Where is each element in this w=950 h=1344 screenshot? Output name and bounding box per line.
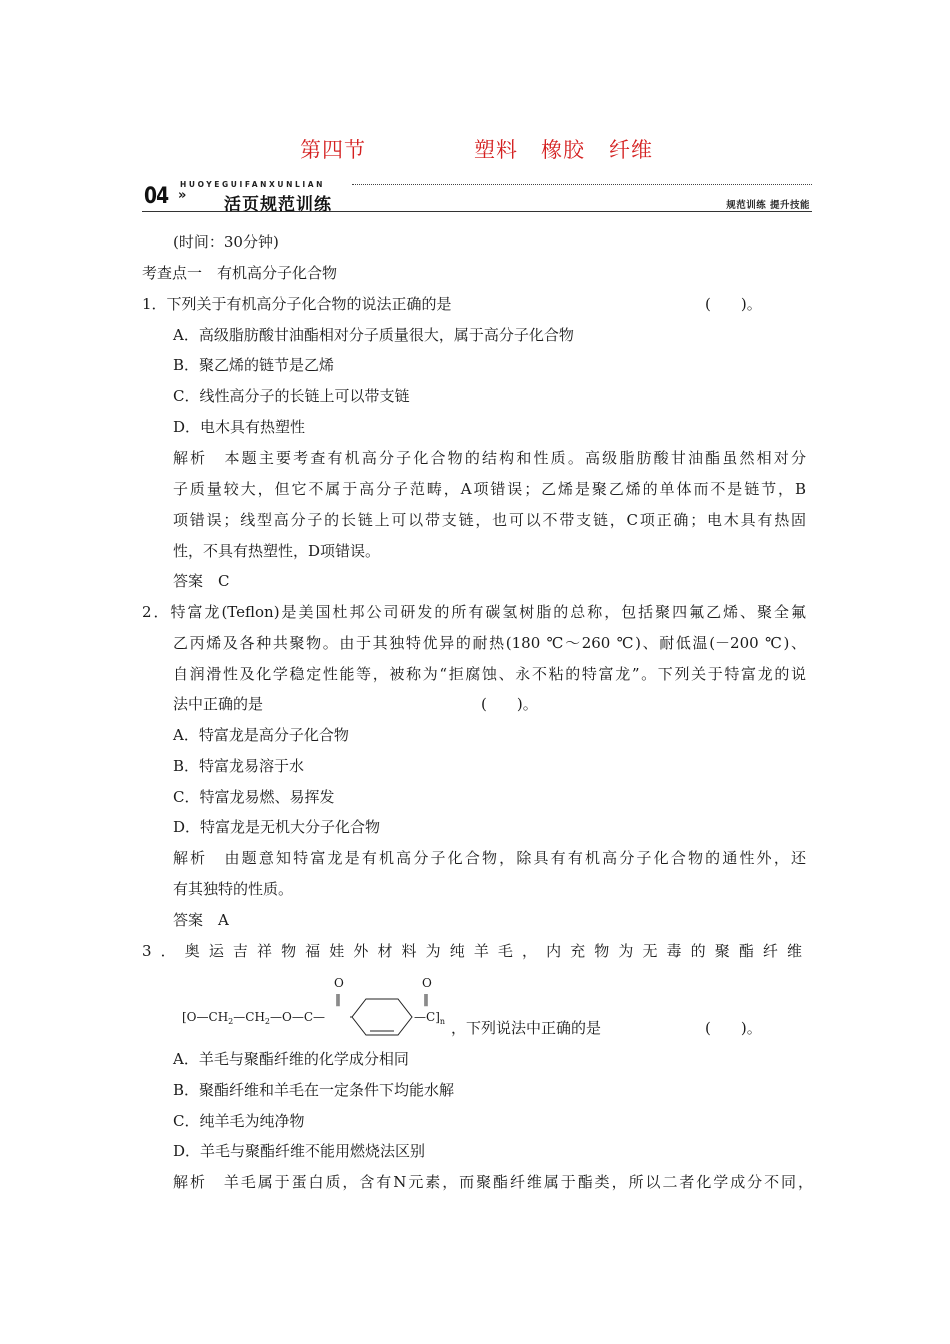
header-rule <box>142 211 812 212</box>
formula-double-bond-1: ‖ <box>335 992 341 1006</box>
section-number: 04 <box>144 184 169 209</box>
q2-stem-line-3: 自润滑性及化学稳定性能等，被称为“拒腐蚀、永不粘的特富龙”。下列关于特富龙的说 <box>173 665 806 683</box>
time-note: (时间：30分钟) <box>173 233 279 251</box>
header-dotted-rule <box>352 184 812 185</box>
q1-option-d: D．电木具有热塑性 <box>173 418 306 436</box>
chevron-icon: » <box>178 188 187 203</box>
formula-double-bond-2: ‖ <box>423 992 429 1006</box>
formula-carbonyl-o-2: O <box>422 976 432 990</box>
q2-analysis-line-1: 解析 由题意知特富龙是有机高分子化合物，除具有有机高分子化合物的通性外，还 <box>173 849 806 867</box>
q3-option-a: A．羊毛与聚酯纤维的化学成分相同 <box>173 1050 409 1068</box>
q2-answer-paren: ( )。 <box>481 695 538 713</box>
q1-answer: 答案 C <box>173 572 230 590</box>
q1-analysis-line-4: 性，不具有热塑性，D项错误。 <box>173 542 381 560</box>
q2-option-d: D．特富龙是无机大分子化合物 <box>173 818 381 836</box>
q2-stem-line-1: 2．特富龙(Teflon)是美国杜邦公司研发的所有碳氢树脂的总称，包括聚四氟乙烯、聚全氟 <box>142 603 806 621</box>
q1-option-c: C．线性高分子的长链上可以带支链 <box>173 387 410 405</box>
page-title <box>0 134 950 166</box>
q2-stem-line-4: 法中正确的是 <box>173 695 264 713</box>
q2-stem-line-2: 乙丙烯及各种共聚物。由于其独特优异的耐热(180 ℃～260 ℃)、耐低温(－200 ℃)、 <box>173 634 806 652</box>
q3-option-b: B．聚酯纤维和羊毛在一定条件下均能水解 <box>173 1081 455 1099</box>
polyester-formula <box>182 972 452 1042</box>
header-slogan: 规范训练 提升技能 <box>726 200 810 211</box>
q3-stem: 3．奥运吉祥物福娃外材料为纯羊毛，内充物为无毒的聚酯纤维 <box>142 942 806 960</box>
q1-option-b: B．聚乙烯的链节是乙烯 <box>173 356 335 374</box>
q2-answer: 答案 A <box>173 911 229 929</box>
topic-heading: 考查点一 有机高分子化合物 <box>142 264 338 282</box>
section-header-band <box>142 172 812 214</box>
q1-stem: 1．下列关于有机高分子化合物的说法正确的是 <box>142 295 452 313</box>
title-topic-rubber: 橡胶 <box>541 138 585 162</box>
section-label: 第四节 <box>300 138 366 162</box>
q3-option-c: C．纯羊毛为纯净物 <box>173 1112 305 1130</box>
benzene-ring-icon <box>350 996 414 1038</box>
q2-option-c: C．特富龙易燃、易挥发 <box>173 788 335 806</box>
title-topic-fiber: 纤维 <box>609 138 653 162</box>
header-name: 活页规范训练 <box>224 195 332 215</box>
q1-analysis-line-3: 项错误；线型高分子的长链上可以带支链，也可以不带支链，C项正确；电木具有热固 <box>173 511 806 529</box>
title-topic-plastic: 塑料 <box>474 138 518 162</box>
q1-analysis-line-1: 解析 本题主要考查有机高分子化合物的结构和性质。高级脂肪酸甘油酯虽然相对分 <box>173 449 806 467</box>
q2-option-b: B．特富龙易溶于水 <box>173 757 305 775</box>
q1-option-a: A．高级脂肪酸甘油酯相对分子质量很大，属于高分子化合物 <box>173 326 574 344</box>
q1-analysis-line-2: 子质量较大，但它不属于高分子范畴，A项错误；乙烯是聚乙烯的单体而不是链节，B <box>173 480 806 498</box>
q2-option-a: A．特富龙是高分子化合物 <box>173 726 349 744</box>
q3-analysis-line-1: 解析 羊毛属于蛋白质，含有N元素，而聚酯纤维属于酯类，所以二者化学成分不同， <box>173 1173 813 1191</box>
q3-stem-tail: ，下列说法中正确的是 <box>451 1019 602 1037</box>
formula-chain-start: [$O—CH_2—CH_2—O—C—$ <box>182 1010 326 1026</box>
formula-chain-end: $—C]_n$ <box>414 1010 446 1026</box>
q2-analysis-line-2: 有其独特的性质。 <box>173 880 294 898</box>
q1-answer-paren: ( )。 <box>705 295 762 313</box>
q3-option-d: D．羊毛与聚酯纤维不能用燃烧法区别 <box>173 1142 426 1160</box>
formula-carbonyl-o-1: O <box>334 976 344 990</box>
q3-answer-paren: ( )。 <box>705 1019 762 1037</box>
header-pinyin: HUOYEGUIFANXUNLIAN <box>180 180 326 189</box>
